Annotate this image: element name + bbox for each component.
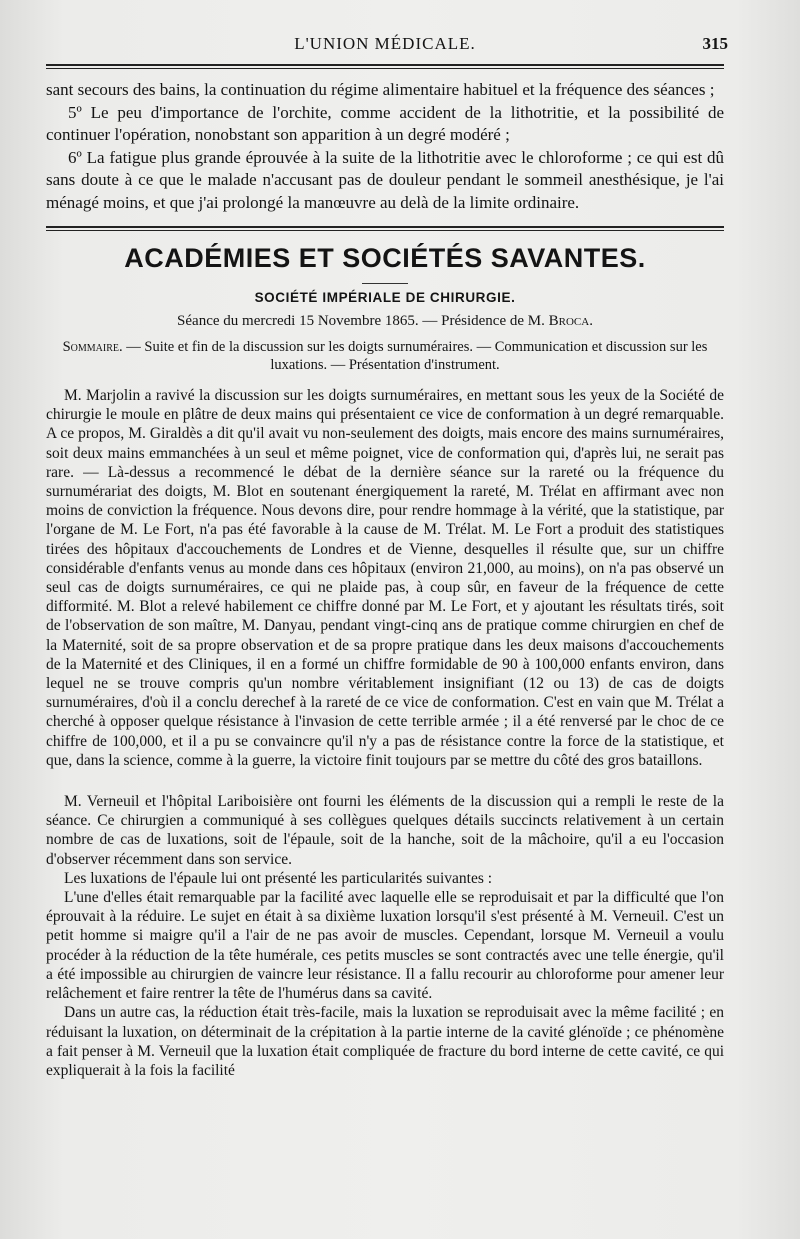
article-paragraph: Dans un autre cas, la réduction était très-facile, mais la luxation se reproduisait avec la même facilité ; en réduisant la luxation, on déterminait de la crépitation à la partie interne de la cavité glénoïde ; ce phénomène a fait penser à M. Verneuil que la luxation était compliquée de fracture du bord interne de cette cavité, ce qui expliquerait à la fois la facilité (46, 1004, 724, 1079)
session-line: Séance du mercredi 15 Novembre 1865. — Présidence de M. Broca. (177, 313, 593, 329)
summary-label: Sommaire. (62, 339, 123, 355)
running-header (46, 30, 728, 64)
intro-paragraph: 5º Le peu d'importance de l'orchite, comme accident de la lithotritie, et la possibilité de continuer l'opération, nonobstant son apparition à un degré modéré ; (46, 102, 724, 144)
article-body (46, 386, 724, 1080)
intro-text (46, 79, 724, 214)
article-paragraph: M. Marjolin a ravivé la discussion sur les doigts surnuméraires, en mettant sous les yeux de la Société de chirurgie le moule en plâtre de deux mains qui présentaient ce vice de conformation à un degré remarquable. A ce propos, M. Giraldès a dit qu'il avait vu non-seulement des doigts, mais encore des mains surnuméraires, soit deux mains emmanchées à un seul et même poignet, vice de conformation qui, d'après lui, ne serait pas rare. — Là-dessus a recommencé le débat de la dernière séance sur la rareté ou la fréquence du surnumérariat des doigts, M. Blot en soutenant énergiquement la rareté, M. Trélat en affirmant avec non moins de conviction la fréquence. Nous devons dire, pour rendre hommage à la vérité, que la statistique, par l'organe de M. Le Fort, n'a pas été favorable à la cause de M. Trélat. M. Le Fort a produit des statistiques tirées des hôpitaux d'accouchements de Londres et de Vienne, desquelles il résulte que, sur un chiffre considérable d'enfants venus au monde dans ces hôpitaux (environ 21,000, au moins), on n'a pas observé un seul cas de doigts surnuméraires, ce qui ne plaide pas, à coup sûr, en faveur de la fréquence de cette difformité. M. Blot a relevé habilement ce chiffre donné par M. Le Fort, et y ajoutant les résultats tirés, soit de l'observation de son maître, M. Danyau, pendant vingt-cinq ans de pratique comme chirurgien en chef de la Maternité, soit de sa propre observation et de sa propre pratique dans les deux maisons d'accouchements de la Maternité et des Cliniques, il en a formé un chiffre formidable de 90 à 100,000 enfants environ, dans lequel ne se trouve compris qu'un nombre véritablement insignifiant (12 ou 13) de cas de doigts surnuméraires, d'où il a conclu derechef à la rareté de ce vice de conformation. C'est en vain que M. Trélat a cherché à opposer quelque résistance à l'invasion de cette terrible armée ; il a été renversé par le choc de ce chiffre de 100,000, et il a pu se convaincre qu'il n'y a pas de résistance contre la force de la statistique, et que, dans la science, comme à la guerre, la victoire finit toujours par se mettre du côté des gros bataillons. (46, 387, 724, 769)
page-number: 315 (702, 34, 728, 53)
short-divider (362, 283, 408, 284)
intro-paragraph: 6º La fatigue plus grande éprouvée à la suite de la lithotritie avec le chloroforme ; ce qui est dû sans doute à ce que le malade n'accusant pas de douleur pendant le sommeil anesthésique, je l'ai ménagé moins, et que j'ai prolongé la manœuvre au delà de la limite ordinaire. (46, 147, 724, 212)
article-paragraph: Les luxations de l'épaule lui ont présenté les particularités suivantes : (64, 869, 493, 887)
header-rule (46, 64, 724, 69)
journal-title: L'UNION MÉDICALE. (294, 34, 476, 53)
article-paragraph: M. Verneuil et l'hôpital Lariboisière ont fourni les éléments de la discussion qui a rempli le reste de la séance. Ce chirurgien a communiqué à ses collègues quelques détails succincts relativement à un certain nombre de cas de luxations, soit de l'épaule, soit de la hanche, soit de la mâchoire, qu'il a eu l'occasion d'observer récemment dans son service. (46, 793, 724, 868)
session-date: Séance du mercredi 15 Novembre 1865. — Présidence de M. (177, 313, 545, 329)
session-president: Broca (548, 313, 590, 329)
society-heading: SOCIÉTÉ IMPÉRIALE DE CHIRURGIE. (254, 290, 516, 305)
summary-text: — Suite et fin de la discussion sur les doigts surnuméraires. — Communication et discussion sur les luxations. — Présentation d'instrument. (122, 339, 708, 373)
article-paragraph: L'une d'elles était remarquable par la facilité avec laquelle elle se reproduisait et par la difficulté que l'on éprouvait à la réduire. Le sujet en était à sa dixième luxation lorsqu'il s'est présenté à M. Verneuil. C'est un petit homme si maigre qu'il a l'air de ne pas avoir de muscles. Cependant, lorsque M. Verneuil a voulu procéder à la réduction de la tête humérale, ces petits muscles se sont contractés avec une telle énergie, qu'il a été impossible au chirurgien de vaincre leur résistance. Il a fallu recourir au chloroforme pour amener leur relâchement et faire rentrer la tête de l'humérus dans sa cavité. (46, 889, 724, 1003)
intro-paragraph: sant secours des bains, la continuation du régime alimentaire habituel et la fréquence des séances ; (46, 80, 715, 99)
summary (46, 338, 724, 374)
section-title: ACADÉMIES ET SOCIÉTÉS SAVANTES. (124, 243, 646, 273)
section-divider (46, 226, 724, 231)
